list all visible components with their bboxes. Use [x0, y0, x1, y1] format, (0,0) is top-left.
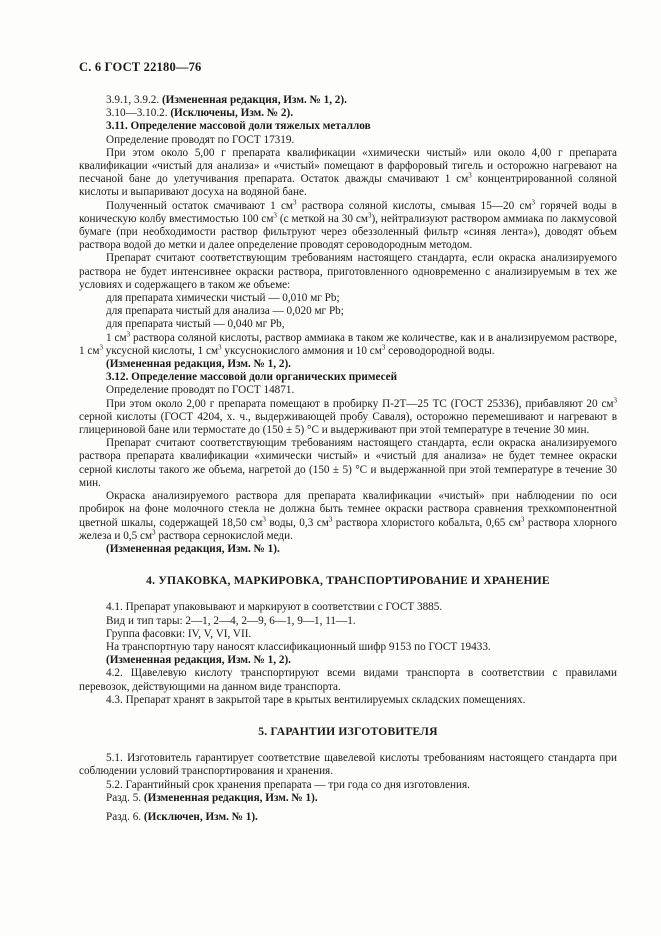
- paragraph: Определение проводят по ГОСТ 17319.: [106, 133, 295, 146]
- bold-text: (Измененная редакция, Изм. № 1).: [143, 791, 318, 804]
- paragraph: Препарат считают соответствующим требованиям настоящего стандарта, если окраска анализируемого раствора препарата квалификации «химически чистый» и «чистый для анализа» не будет темнее окраски серной кислоты такого же объема, нагретой до (150 ± 5) °С и выдержанной при этой температуре в течение 30 мин.: [79, 437, 617, 489]
- paragraph: для препарата химически чистый — 0,010 мг Pb;: [106, 292, 340, 305]
- paragraph: Вид и тип тары: 2—1, 2—4, 2—9, 6—1, 9—1, 11—1.: [106, 614, 356, 627]
- paragraph: [79, 358, 617, 371]
- section-heading: 5. ГАРАНТИИ ИЗГОТОВИТЕЛЯ: [258, 724, 438, 738]
- bold-text: (Измененная редакция, Изм. № 1).: [106, 542, 280, 555]
- spacer: [79, 738, 617, 752]
- bold-text: 3.11. Определение массовой доли тяжелых металлов: [106, 120, 371, 133]
- paragraph: Окраска анализируемого раствора для препарата квалификации «чистый» при наблюдении по оси пробирок на фоне молочного стекла не должна быть темнее окраски раствора сравнения трехкомпонентной цветной шкалы, содержащей 18,50 $см^3$ воды, 0,3 $см^3$ раствора хлористого кобальта, 0,65 $см^3$ раствора хлорного железа и 0,5 $см^3$ раствора сернокислой меди.: [79, 490, 618, 542]
- bold-text: (Измененная редакция, Изм. № 1, 2).: [106, 654, 291, 667]
- paragraph: Определение проводят по ГОСТ 14871.: [106, 384, 295, 397]
- section-heading: 4. УПАКОВКА, МАРКИРОВКА, ТРАНСПОРТИРОВАНИЕ И ХРАНЕНИЕ: [146, 574, 550, 588]
- paragraph: [79, 120, 617, 133]
- paragraph: 3.9.1, 3.9.2. (Измененная редакция, Изм. № 1, 2).: [106, 94, 347, 106]
- paragraph: 3.10—3.10.2. (Исключены, Изм. № 2).: [106, 107, 294, 120]
- spacer: [79, 707, 617, 725]
- paragraph: Препарат считают соответствующим требованиям настоящего стандарта, если окраска анализируемого раствора не будет интенсивнее окраски раствора, приготовленного одновременно с анализируемым в тех же условиях и содержащего в таком же объеме:: [79, 252, 617, 291]
- paragraph: Полученный остаток смачивают 1 $см^3$ раствора соляной кислоты, смывая 15—20 $см^3$ горячей воды в коническую колбу вместимостью 100 $см^3$ (с меткой на 30 $см^3$), нейтрализуют раствором аммиака по лакмусовой бумаге (при необходимости раствор фильтруют через обеззоленный фильтр «синяя лента»), доводят объем раствора водой до метки и далее определение проводят сероводородным методом.: [79, 197, 617, 252]
- bold-text: 3.12. Определение массовой доли органических примесей: [106, 371, 398, 384]
- paragraph: для препарата чистый — 0,040 мг Pb,: [106, 318, 285, 331]
- bold-text: (Исключен, Изм. № 1).: [143, 810, 258, 823]
- spacer: [79, 556, 617, 574]
- paragraph: 5.1. Изготовитель гарантирует соответствие щавелевой кислоты требованиям настоящего стандарта при соблюдении условий транспортирования и хранения.: [79, 752, 617, 778]
- bold-text: (Исключены, Изм. № 2).: [170, 107, 294, 120]
- paragraph: Группа фасовки: IV, V, VI, VII.: [106, 627, 252, 640]
- paragraph: 4.2. Щавелевую кислоту транспортируют всеми видами транспорта в соответствии с правилами перевозок, действующими на данном виде транспорта.: [79, 667, 617, 693]
- document-body: [79, 94, 617, 824]
- spacer: [79, 587, 617, 601]
- paragraph: 4.3. Препарат хранят в закрытой таре в крытых вентилируемых складских помещениях.: [106, 693, 526, 706]
- paragraph: 5.2. Гарантийный срок хранения препарата — три года со дня изготовления.: [106, 778, 470, 791]
- paragraph: [79, 654, 617, 667]
- paragraph: для препарата чистый для анализа — 0,020 мг Pb;: [106, 305, 344, 318]
- bold-text: (Измененная редакция, Изм. № 1, 2).: [106, 358, 291, 371]
- paragraph: [79, 371, 617, 384]
- paragraph: 1 $см^3$ раствора соляной кислоты, раствор аммиака в таком же количестве, как и в анализируемом растворе, 1 $см^3$ уксусной кислоты, 1 $см^3$ уксуснокислого аммония и 10 $см^3$ сероводородной воды.: [79, 329, 617, 357]
- paragraph: [79, 543, 617, 556]
- paragraph: Разд. 5. (Измененная редакция, Изм. № 1).: [106, 791, 318, 804]
- paragraph: На транспортную тару наносят классификационный шифр 9153 по ГОСТ 19433.: [106, 640, 491, 653]
- paragraph: Разд. 6. (Исключен, Изм. № 1).: [106, 810, 258, 823]
- page-header: С. 6 ГОСТ 22180—76: [79, 60, 202, 74]
- paragraph: 4.1. Препарат упаковывают и маркируют в соответствии с ГОСТ 3885.: [106, 601, 443, 614]
- bold-text: (Измененная редакция, Изм. № 1, 2).: [161, 94, 347, 106]
- paragraph: При этом около 2,00 г препарата помещают в пробирку П-2Т—25 ТС (ГОСТ 25336), прибавляют 20 $см^3$ серной кислоты (ГОСТ 4204, х. ч., выдерживающей пробу Саваля), осторожно перемешивают и нагревают в глицериновой бане или термостате до (150 ± 5) °С и выдерживают при этой температуре в течение 30 мин.: [79, 395, 617, 437]
- paragraph: При этом около 5,00 г препарата квалификации «химически чистый» или около 4,00 г препарата квалификации «чистый для анализа» и «чистый» помещают в фарфоровый тигель и осторожно нагревают на песчаной бане до улетучивания препарата. Остаток дважды смачивают 1 $см^3$ концентрированной соляной кислоты и выпаривают досуха на водяной бане.: [79, 146, 617, 199]
